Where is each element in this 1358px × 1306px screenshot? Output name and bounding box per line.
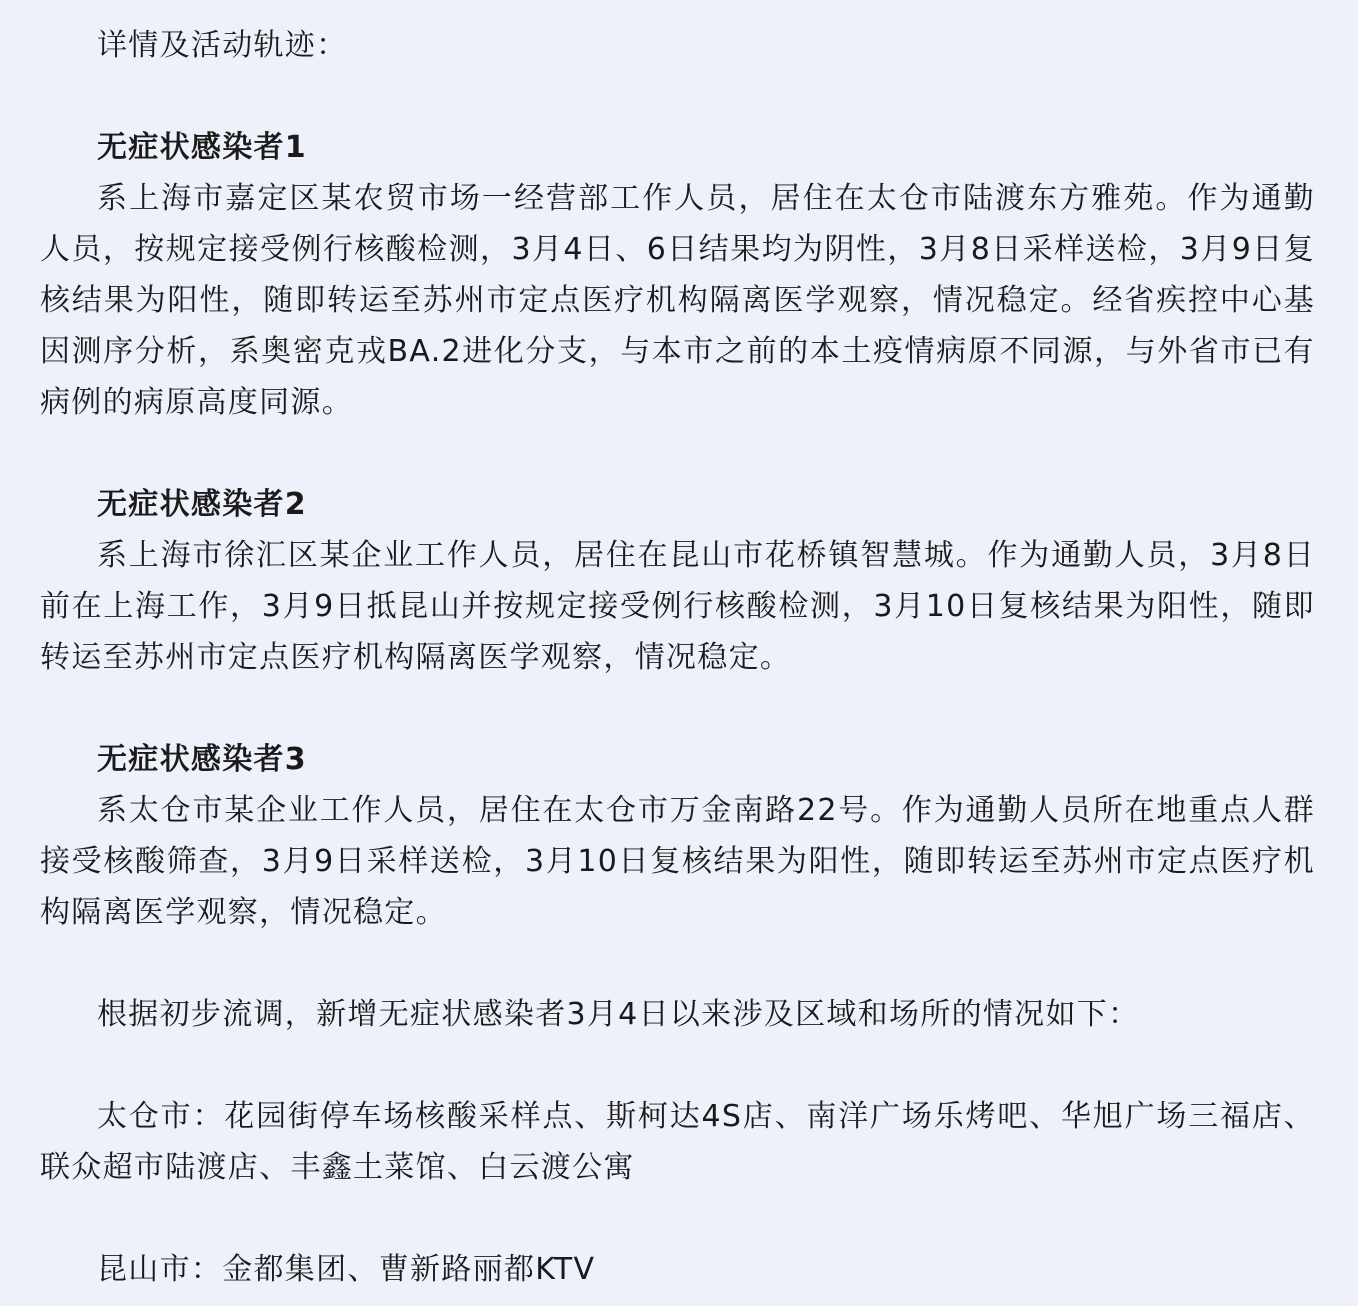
case-1-body: 系上海市嘉定区某农贸市场一经营部工作人员，居住在太仓市陆渡东方雅苑。作为通勤人员，按规定接受例行核酸检测，3月4日、6日结果均为阴性，3月8日采样送检，3月9日复核结果为阳性，随即转运至苏州市定点医疗机构隔离医学观察，情况稳定。经省疾控中心基因测序分析，系奥密克戎BA.2进化分支，与本市之前的本土疫情病原不同源，与外省市已有病例的病原高度同源。 (40, 181, 1315, 420)
spacer (40, 683, 1315, 734)
case-3-title: 无症状感染者3 (97, 742, 307, 777)
case-1-title: 无症状感染者1 (97, 130, 307, 165)
article-body (40, 20, 1315, 1295)
summary-paragraph: 根据初步流调，新增无症状感染者3月4日以来涉及区域和场所的情况如下： (97, 997, 1140, 1032)
case-2-title: 无症状感染者2 (97, 487, 307, 522)
places-kunshan: 昆山市：金都集团、曹新路丽都KTV (97, 1252, 596, 1287)
case-2-body: 系上海市徐汇区某企业工作人员，居住在昆山市花桥镇智慧城。作为通勤人员，3月8日前在上海工作，3月9日抵昆山并按规定接受例行核酸检测，3月10日复核结果为阳性，随即转运至苏州市定点医疗机构隔离医学观察，情况稳定。 (40, 538, 1315, 675)
spacer (40, 938, 1315, 989)
places-taicang: 太仓市：花园街停车场核酸采样点、斯柯达4S店、南洋广场乐烤吧、华旭广场三福店、联众超市陆渡店、丰鑫土菜馆、白云渡公寓 (40, 1099, 1315, 1185)
intro-paragraph: 详情及活动轨迹： (97, 28, 348, 63)
spacer (40, 71, 1315, 122)
case-3-body: 系太仓市某企业工作人员，居住在太仓市万金南路22号。作为通勤人员所在地重点人群接受核酸筛查，3月9日采样送检，3月10日复核结果为阳性，随即转运至苏州市定点医疗机构隔离医学观察，情况稳定。 (40, 793, 1315, 930)
spacer (40, 428, 1315, 479)
spacer (40, 1040, 1315, 1091)
spacer (40, 1193, 1315, 1244)
